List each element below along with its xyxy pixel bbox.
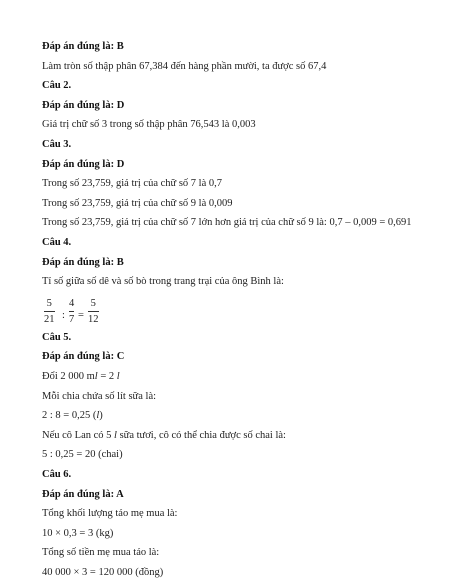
equals-operator: =: [78, 309, 84, 321]
explanation-line: Giá trị chữ số 3 trong số thập phân 76,543 là 0,003: [42, 119, 256, 131]
question-heading: Câu 3.: [42, 139, 72, 150]
explanation-line: Trong số 23,759, giá trị của chữ số 9 là 0,009: [42, 197, 233, 209]
answer-line: Đáp án đúng là: D: [42, 158, 125, 170]
fraction-1-denominator: 21: [44, 313, 55, 325]
explanation-line: Trong số 23,759, giá trị của chữ số 7 lớn hơn giá trị của chữ số 9 là: 0,7 – 0,009 = 0,691: [42, 217, 412, 229]
answer-line: Đáp án đúng là: D: [42, 99, 125, 111]
explanation-line: 40 000 × 3 = 120 000 (đồng): [42, 567, 164, 578]
answer-line: Đáp án đúng là: B: [42, 256, 124, 268]
text-segment: 2 : 8 = 0,25 (: [42, 410, 97, 422]
liter-symbol: l: [114, 429, 117, 441]
fraction-3-denominator: 12: [88, 313, 99, 325]
explanation-line: [42, 429, 286, 443]
text-segment: Đổi 2 000 m: [42, 371, 95, 382]
explanation-line: Trong số 23,759, giá trị của chữ số 7 là 0,7: [42, 178, 222, 190]
fraction-3-numerator: 5: [90, 297, 96, 309]
question-heading: Câu 2.: [42, 80, 72, 92]
liter-symbol: l: [94, 371, 98, 382]
liter-symbol: l: [116, 371, 120, 382]
explanation-line: 5 : 0,25 = 20 (chai): [42, 449, 123, 461]
fraction-2-denominator: 7: [69, 313, 75, 325]
answer-line: Đáp án đúng là: A: [42, 488, 124, 500]
fraction-2: [69, 297, 74, 326]
fraction-bar: [88, 311, 99, 312]
question-heading: Câu 6.: [42, 469, 72, 480]
fraction-1: [44, 297, 55, 326]
fraction-bar: [69, 311, 74, 312]
question-heading: Câu 5.: [42, 331, 72, 343]
fraction-3: [88, 297, 99, 326]
question-heading: Câu 4.: [42, 237, 72, 248]
explanation-line: [42, 409, 103, 423]
explanation-line: Tổng khối lượng táo mẹ mua là:: [42, 508, 178, 520]
liter-symbol: l: [96, 410, 100, 422]
fraction-1-numerator: 5: [46, 297, 52, 309]
explanation-line: Tổng số tiền mẹ mua táo là:: [42, 547, 160, 559]
answer-line: Đáp án đúng là: B: [42, 41, 124, 52]
fraction-bar: [44, 311, 55, 312]
text-segment: sữa tươi, cô có thể chia được số chai là:: [116, 429, 286, 441]
explanation-line: Tỉ số giữa số dê và số bò trong trang trại của ông Bình là:: [42, 276, 284, 288]
text-segment: = 2: [97, 371, 117, 382]
ratio-formula: [42, 297, 162, 331]
explanation-line: Mỗi chia chứa số lít sữa là:: [42, 390, 157, 402]
answer-line: Đáp án đúng là: C: [42, 351, 125, 363]
text-segment: ): [99, 410, 103, 422]
explanation-line: Làm tròn số thập phân 67,384 đến hàng phần mười, ta được số 67,4: [42, 60, 327, 72]
division-operator: :: [62, 309, 65, 321]
explanation-line: [42, 370, 120, 384]
text-segment: Nếu cô Lan có 5: [42, 429, 115, 441]
fraction-2-numerator: 4: [69, 297, 75, 309]
explanation-line: 10 × 0,3 = 3 (kg): [42, 527, 114, 539]
